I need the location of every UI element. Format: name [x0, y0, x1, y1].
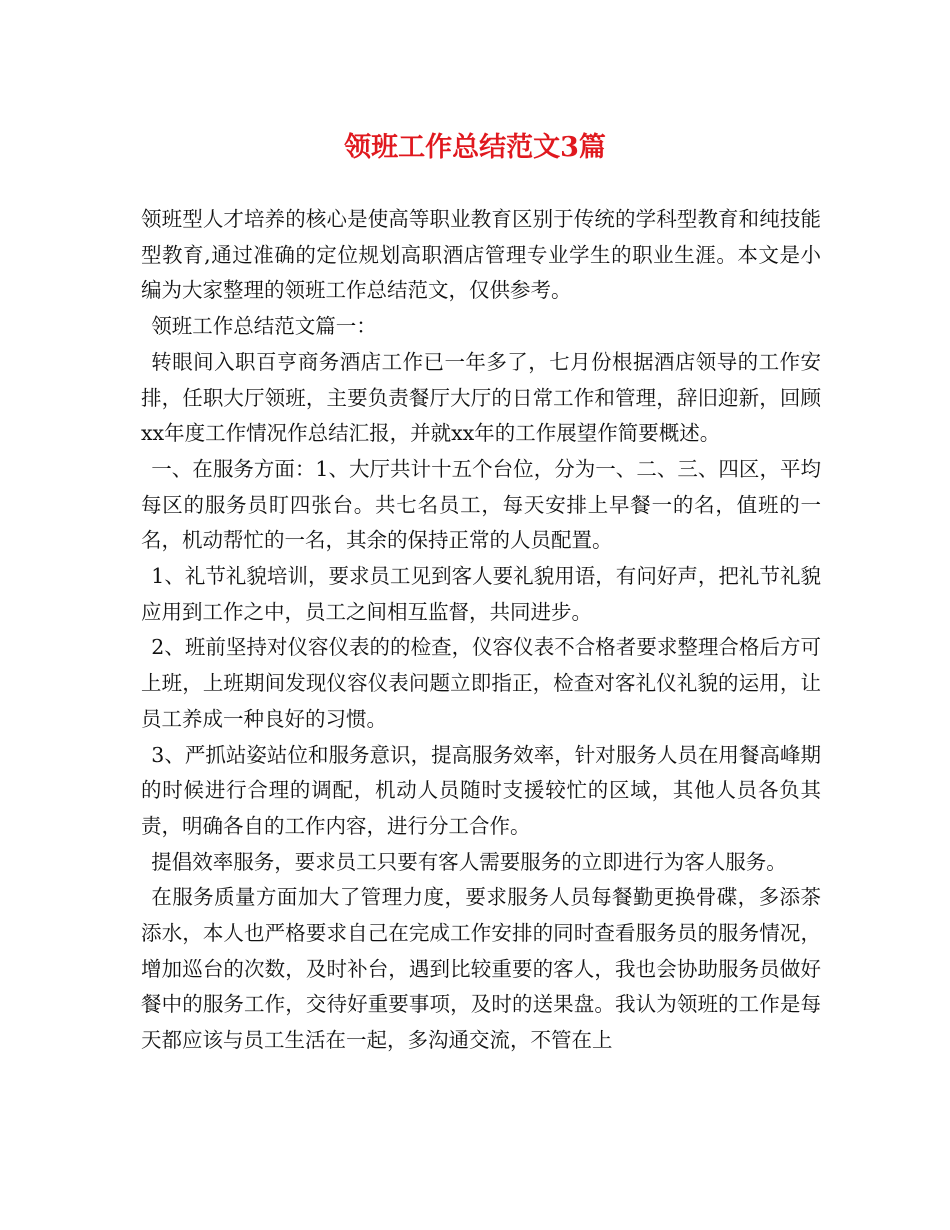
- section-heading: 领班工作总结范文篇一：: [151, 314, 377, 339]
- body-paragraph: 一、在服务方面：1、大厅共计十五个台位，分为一、二、三、四区，平均每区的服务员盯四张台。共七名员工，每天安排上早餐一的名，值班的一名，机动帮忙的一名，其余的保持正常的人员配置。: [141, 456, 821, 553]
- document-title: 领班工作总结范文3篇: [344, 132, 606, 163]
- body-paragraph: 1、礼节礼貌培训，要求员工见到客人要礼貌用语，有问好声，把礼节礼貌应用到工作之中，员工之间相互监督，共同进步。: [141, 564, 821, 624]
- document-body: [141, 202, 821, 1059]
- body-paragraph: 转眼间入职百亨商务酒店工作已一年多了，七月份根据酒店领导的工作安排，任职大厅领班，主要负责餐厅大厅的日常工作和管理，辞旧迎新，回顾xx年度工作情况作总结汇报，并就xx年的工作展望作简要概述。: [141, 349, 821, 446]
- body-paragraph: 在服务质量方面加大了管理力度，要求服务人员每餐勤更换骨碟，多添茶添水，本人也严格要求自己在完成工作安排的同时查看服务员的服务情况，增加巡台的次数，及时补台，遇到比较重要的客人，我也会协助服务员做好餐中的服务工作，交待好重要事项，及时的送果盘。我认为领班的工作是每天都应该与员工生活在一起，多沟通交流，不管在上: [141, 885, 821, 1053]
- body-paragraph: 3、严抓站姿站位和服务意识，提高服务效率，针对服务人员在用餐高峰期的时候进行合理的调配，机动人员随时支援较忙的区域，其他人员各负其责，明确各自的工作内容，进行分工合作。: [141, 742, 821, 838]
- body-paragraph: 提倡效率服务，要求员工只要有客人需要服务的立即进行为客人服务。: [151, 849, 787, 874]
- body-paragraph: 2、班前坚持对仪容仪表的的检查，仪容仪表不合格者要求整理合格后方可上班，上班期间发现仪容仪表问题立即指正，检查对客礼仪礼貌的运用，让员工养成一种良好的习惯。: [141, 635, 821, 731]
- intro-paragraph: 领班型人才培养的核心是使高等职业教育区别于传统的学科型教育和纯技能型教育,通过准确的定位规划高职酒店管理专业学生的职业生涯。本文是小编为大家整理的领班工作总结范文，仅供参考。: [141, 207, 821, 303]
